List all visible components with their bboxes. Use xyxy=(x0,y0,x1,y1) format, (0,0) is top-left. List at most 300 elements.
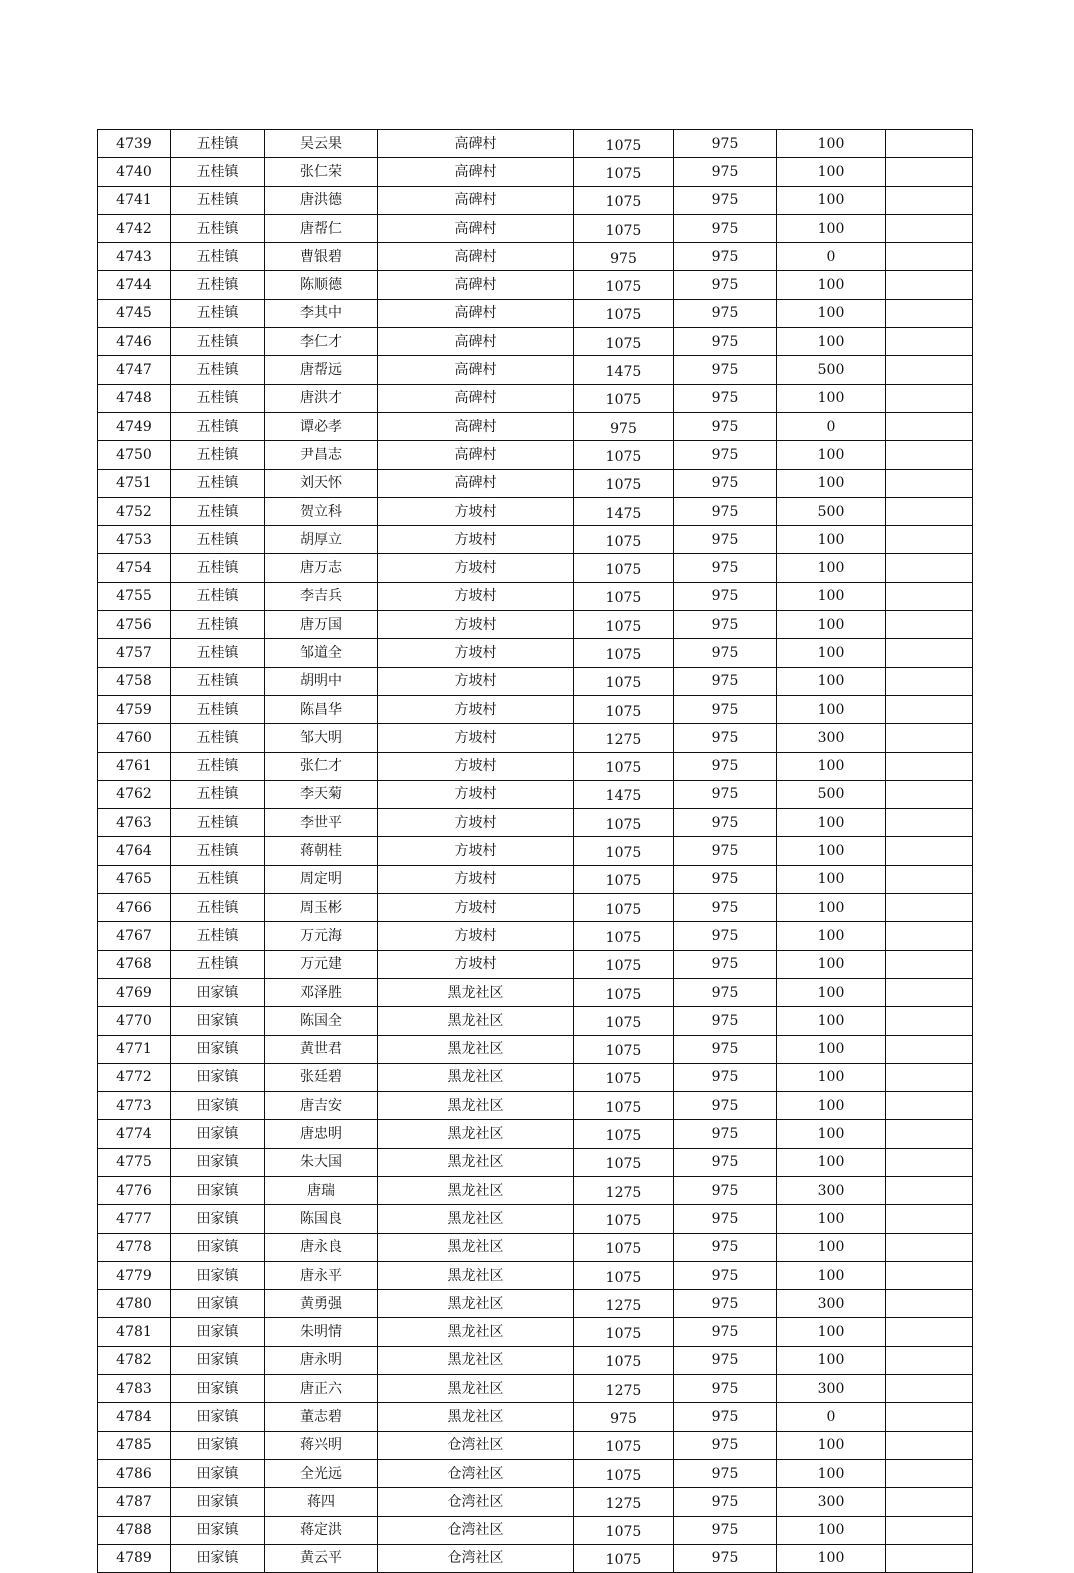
cell-town: 五桂镇 xyxy=(171,865,265,893)
cell-amount-a: 1075 xyxy=(574,158,674,186)
cell-amount-a: 1075 xyxy=(574,978,674,1006)
cell-village: 黑龙社区 xyxy=(378,978,574,1006)
cell-amount-a: 1075 xyxy=(574,1063,674,1091)
cell-town: 田家镇 xyxy=(171,1403,265,1431)
cell-amount-a: 1075 xyxy=(574,1035,674,1063)
cell-amount-a: 1075 xyxy=(574,667,674,695)
cell-town: 五桂镇 xyxy=(171,469,265,497)
cell-name: 朱大国 xyxy=(265,1148,378,1176)
cell-serial-number: 4788 xyxy=(98,1516,171,1544)
cell-remark xyxy=(886,1431,973,1459)
cell-serial-number: 4773 xyxy=(98,1092,171,1120)
cell-amount-b: 975 xyxy=(674,1205,777,1233)
cell-remark xyxy=(886,1148,973,1176)
cell-remark xyxy=(886,1092,973,1120)
cell-difference: 100 xyxy=(777,1007,886,1035)
cell-remark xyxy=(886,667,973,695)
table-row xyxy=(98,1176,973,1204)
cell-serial-number: 4755 xyxy=(98,582,171,610)
cell-difference: 100 xyxy=(777,978,886,1006)
cell-serial-number: 4750 xyxy=(98,441,171,469)
cell-town: 田家镇 xyxy=(171,1148,265,1176)
table-row xyxy=(98,752,973,780)
cell-remark xyxy=(886,384,973,412)
cell-amount-b: 975 xyxy=(674,158,777,186)
table-row xyxy=(98,837,973,865)
cell-serial-number: 4769 xyxy=(98,978,171,1006)
cell-serial-number: 4775 xyxy=(98,1148,171,1176)
table-row xyxy=(98,1205,973,1233)
cell-town: 田家镇 xyxy=(171,1035,265,1063)
cell-amount-a: 1075 xyxy=(574,1431,674,1459)
cell-town: 五桂镇 xyxy=(171,639,265,667)
cell-town: 田家镇 xyxy=(171,1318,265,1346)
cell-town: 五桂镇 xyxy=(171,695,265,723)
cell-town: 田家镇 xyxy=(171,1233,265,1261)
cell-town: 五桂镇 xyxy=(171,611,265,639)
cell-serial-number: 4772 xyxy=(98,1063,171,1091)
cell-serial-number: 4789 xyxy=(98,1544,171,1572)
cell-remark xyxy=(886,780,973,808)
cell-serial-number: 4753 xyxy=(98,526,171,554)
cell-village: 高碑村 xyxy=(378,299,574,327)
cell-remark xyxy=(886,1007,973,1035)
cell-name: 万元建 xyxy=(265,950,378,978)
cell-name: 张仁荣 xyxy=(265,158,378,186)
cell-amount-b: 975 xyxy=(674,214,777,242)
cell-name: 胡明中 xyxy=(265,667,378,695)
cell-amount-b: 975 xyxy=(674,412,777,440)
cell-serial-number: 4768 xyxy=(98,950,171,978)
cell-serial-number: 4749 xyxy=(98,412,171,440)
cell-name: 李吉兵 xyxy=(265,582,378,610)
cell-village: 黑龙社区 xyxy=(378,1403,574,1431)
cell-town: 田家镇 xyxy=(171,1007,265,1035)
cell-remark xyxy=(886,554,973,582)
cell-serial-number: 4754 xyxy=(98,554,171,582)
table-row xyxy=(98,639,973,667)
cell-serial-number: 4781 xyxy=(98,1318,171,1346)
cell-amount-b: 975 xyxy=(674,865,777,893)
cell-difference: 100 xyxy=(777,158,886,186)
cell-amount-b: 975 xyxy=(674,1403,777,1431)
cell-remark xyxy=(886,214,973,242)
cell-difference: 100 xyxy=(777,1346,886,1374)
cell-amount-a: 1075 xyxy=(574,1459,674,1487)
cell-difference: 0 xyxy=(777,1403,886,1431)
cell-name: 朱明情 xyxy=(265,1318,378,1346)
cell-amount-a: 1075 xyxy=(574,328,674,356)
cell-difference: 0 xyxy=(777,412,886,440)
cell-name: 陈顺德 xyxy=(265,271,378,299)
cell-name: 陈昌华 xyxy=(265,695,378,723)
cell-name: 唐帮仁 xyxy=(265,214,378,242)
table-row xyxy=(98,1063,973,1091)
cell-difference: 100 xyxy=(777,611,886,639)
cell-serial-number: 4743 xyxy=(98,243,171,271)
cell-amount-a: 1075 xyxy=(574,809,674,837)
cell-name: 唐万志 xyxy=(265,554,378,582)
cell-village: 方坡村 xyxy=(378,497,574,525)
cell-village: 方坡村 xyxy=(378,611,574,639)
cell-town: 五桂镇 xyxy=(171,497,265,525)
cell-name: 唐洪才 xyxy=(265,384,378,412)
table-row xyxy=(98,214,973,242)
cell-amount-a: 1275 xyxy=(574,1488,674,1516)
cell-village: 方坡村 xyxy=(378,695,574,723)
cell-amount-b: 975 xyxy=(674,554,777,582)
cell-amount-b: 975 xyxy=(674,469,777,497)
cell-remark xyxy=(886,724,973,752)
cell-remark xyxy=(886,412,973,440)
cell-village: 方坡村 xyxy=(378,837,574,865)
cell-difference: 100 xyxy=(777,1035,886,1063)
cell-amount-b: 975 xyxy=(674,356,777,384)
table-row xyxy=(98,1516,973,1544)
cell-village: 黑龙社区 xyxy=(378,1120,574,1148)
cell-village: 高碑村 xyxy=(378,130,574,158)
cell-difference: 100 xyxy=(777,639,886,667)
cell-town: 五桂镇 xyxy=(171,158,265,186)
cell-name: 谭必孝 xyxy=(265,412,378,440)
cell-difference: 500 xyxy=(777,356,886,384)
cell-name: 贺立科 xyxy=(265,497,378,525)
cell-town: 田家镇 xyxy=(171,1459,265,1487)
cell-town: 田家镇 xyxy=(171,1516,265,1544)
cell-amount-b: 975 xyxy=(674,922,777,950)
cell-difference: 0 xyxy=(777,243,886,271)
cell-amount-b: 975 xyxy=(674,611,777,639)
cell-amount-b: 975 xyxy=(674,1375,777,1403)
cell-name: 蒋朝桂 xyxy=(265,837,378,865)
cell-remark xyxy=(886,130,973,158)
cell-village: 方坡村 xyxy=(378,526,574,554)
cell-town: 五桂镇 xyxy=(171,554,265,582)
cell-name: 刘天怀 xyxy=(265,469,378,497)
cell-amount-b: 975 xyxy=(674,1233,777,1261)
cell-remark xyxy=(886,695,973,723)
cell-village: 黑龙社区 xyxy=(378,1092,574,1120)
cell-remark xyxy=(886,1035,973,1063)
cell-amount-b: 975 xyxy=(674,1346,777,1374)
cell-name: 唐永平 xyxy=(265,1261,378,1289)
cell-difference: 100 xyxy=(777,469,886,497)
cell-name: 李其中 xyxy=(265,299,378,327)
cell-village: 黑龙社区 xyxy=(378,1290,574,1318)
cell-serial-number: 4787 xyxy=(98,1488,171,1516)
cell-town: 田家镇 xyxy=(171,1346,265,1374)
cell-town: 田家镇 xyxy=(171,1375,265,1403)
table-row xyxy=(98,724,973,752)
cell-village: 方坡村 xyxy=(378,639,574,667)
cell-village: 高碑村 xyxy=(378,186,574,214)
cell-village: 仓湾社区 xyxy=(378,1459,574,1487)
cell-name: 蒋定洪 xyxy=(265,1516,378,1544)
cell-amount-b: 975 xyxy=(674,497,777,525)
cell-village: 方坡村 xyxy=(378,554,574,582)
cell-remark xyxy=(886,894,973,922)
cell-village: 方坡村 xyxy=(378,865,574,893)
cell-remark xyxy=(886,582,973,610)
cell-town: 田家镇 xyxy=(171,1205,265,1233)
table-row xyxy=(98,667,973,695)
table-row xyxy=(98,1318,973,1346)
cell-serial-number: 4752 xyxy=(98,497,171,525)
cell-amount-a: 1275 xyxy=(574,1375,674,1403)
cell-town: 五桂镇 xyxy=(171,724,265,752)
cell-amount-b: 975 xyxy=(674,328,777,356)
cell-serial-number: 4766 xyxy=(98,894,171,922)
cell-amount-b: 975 xyxy=(674,1120,777,1148)
table-row xyxy=(98,1035,973,1063)
cell-remark xyxy=(886,639,973,667)
cell-town: 五桂镇 xyxy=(171,809,265,837)
table-row xyxy=(98,1120,973,1148)
cell-serial-number: 4771 xyxy=(98,1035,171,1063)
cell-name: 邹大明 xyxy=(265,724,378,752)
cell-amount-b: 975 xyxy=(674,1148,777,1176)
cell-remark xyxy=(886,299,973,327)
cell-amount-a: 1075 xyxy=(574,950,674,978)
cell-name: 吴云果 xyxy=(265,130,378,158)
cell-difference: 100 xyxy=(777,214,886,242)
cell-serial-number: 4756 xyxy=(98,611,171,639)
cell-difference: 100 xyxy=(777,667,886,695)
cell-village: 方坡村 xyxy=(378,582,574,610)
cell-amount-b: 975 xyxy=(674,1318,777,1346)
cell-remark xyxy=(886,752,973,780)
cell-difference: 100 xyxy=(777,1205,886,1233)
cell-remark xyxy=(886,1346,973,1374)
cell-difference: 300 xyxy=(777,1176,886,1204)
cell-name: 尹昌志 xyxy=(265,441,378,469)
cell-town: 五桂镇 xyxy=(171,214,265,242)
cell-town: 五桂镇 xyxy=(171,384,265,412)
cell-amount-a: 1275 xyxy=(574,1176,674,1204)
cell-amount-b: 975 xyxy=(674,1488,777,1516)
cell-amount-b: 975 xyxy=(674,780,777,808)
cell-town: 五桂镇 xyxy=(171,837,265,865)
cell-village: 高碑村 xyxy=(378,469,574,497)
cell-village: 方坡村 xyxy=(378,950,574,978)
cell-remark xyxy=(886,271,973,299)
cell-serial-number: 4782 xyxy=(98,1346,171,1374)
cell-difference: 100 xyxy=(777,130,886,158)
cell-name: 蒋四 xyxy=(265,1488,378,1516)
cell-village: 方坡村 xyxy=(378,724,574,752)
cell-amount-a: 975 xyxy=(574,1403,674,1431)
cell-amount-b: 975 xyxy=(674,1459,777,1487)
cell-amount-a: 1275 xyxy=(574,1290,674,1318)
table-row xyxy=(98,441,973,469)
cell-amount-b: 975 xyxy=(674,752,777,780)
cell-town: 田家镇 xyxy=(171,1290,265,1318)
cell-serial-number: 4767 xyxy=(98,922,171,950)
cell-name: 邓泽胜 xyxy=(265,978,378,1006)
cell-amount-a: 1075 xyxy=(574,1318,674,1346)
cell-remark xyxy=(886,1261,973,1289)
cell-amount-b: 975 xyxy=(674,130,777,158)
data-table xyxy=(97,129,973,1573)
cell-difference: 100 xyxy=(777,837,886,865)
cell-village: 仓湾社区 xyxy=(378,1544,574,1572)
cell-name: 唐万国 xyxy=(265,611,378,639)
cell-difference: 100 xyxy=(777,950,886,978)
cell-amount-b: 975 xyxy=(674,271,777,299)
cell-name: 唐忠明 xyxy=(265,1120,378,1148)
cell-remark xyxy=(886,158,973,186)
cell-name: 黄云平 xyxy=(265,1544,378,1572)
cell-amount-a: 1075 xyxy=(574,837,674,865)
cell-difference: 100 xyxy=(777,1063,886,1091)
cell-difference: 100 xyxy=(777,809,886,837)
cell-amount-a: 1075 xyxy=(574,1516,674,1544)
table-row xyxy=(98,1290,973,1318)
cell-town: 五桂镇 xyxy=(171,667,265,695)
cell-town: 五桂镇 xyxy=(171,356,265,384)
cell-difference: 100 xyxy=(777,554,886,582)
cell-difference: 500 xyxy=(777,497,886,525)
cell-amount-b: 975 xyxy=(674,667,777,695)
cell-remark xyxy=(886,1488,973,1516)
cell-village: 仓湾社区 xyxy=(378,1516,574,1544)
table-row xyxy=(98,1148,973,1176)
cell-amount-b: 975 xyxy=(674,299,777,327)
cell-remark xyxy=(886,526,973,554)
table-row xyxy=(98,1431,973,1459)
cell-serial-number: 4745 xyxy=(98,299,171,327)
cell-remark xyxy=(886,497,973,525)
cell-amount-b: 975 xyxy=(674,1431,777,1459)
cell-difference: 100 xyxy=(777,695,886,723)
cell-difference: 500 xyxy=(777,780,886,808)
cell-name: 陈国全 xyxy=(265,1007,378,1035)
cell-amount-b: 975 xyxy=(674,837,777,865)
cell-amount-a: 1075 xyxy=(574,1007,674,1035)
cell-amount-b: 975 xyxy=(674,441,777,469)
cell-remark xyxy=(886,243,973,271)
cell-amount-a: 1075 xyxy=(574,1346,674,1374)
cell-village: 方坡村 xyxy=(378,922,574,950)
table-row xyxy=(98,695,973,723)
cell-serial-number: 4786 xyxy=(98,1459,171,1487)
cell-name: 唐洪德 xyxy=(265,186,378,214)
cell-amount-b: 975 xyxy=(674,894,777,922)
cell-amount-b: 975 xyxy=(674,384,777,412)
cell-serial-number: 4744 xyxy=(98,271,171,299)
cell-remark xyxy=(886,469,973,497)
cell-serial-number: 4776 xyxy=(98,1176,171,1204)
table-row xyxy=(98,894,973,922)
cell-town: 五桂镇 xyxy=(171,780,265,808)
cell-difference: 100 xyxy=(777,1516,886,1544)
cell-amount-a: 1475 xyxy=(574,356,674,384)
cell-amount-b: 975 xyxy=(674,1063,777,1091)
cell-serial-number: 4784 xyxy=(98,1403,171,1431)
cell-serial-number: 4742 xyxy=(98,214,171,242)
cell-name: 张廷碧 xyxy=(265,1063,378,1091)
cell-town: 五桂镇 xyxy=(171,328,265,356)
cell-village: 黑龙社区 xyxy=(378,1148,574,1176)
cell-village: 高碑村 xyxy=(378,384,574,412)
cell-village: 高碑村 xyxy=(378,214,574,242)
cell-name: 唐正六 xyxy=(265,1375,378,1403)
cell-amount-a: 1075 xyxy=(574,554,674,582)
cell-amount-b: 975 xyxy=(674,1176,777,1204)
table-row xyxy=(98,922,973,950)
cell-remark xyxy=(886,1375,973,1403)
cell-remark xyxy=(886,1120,973,1148)
cell-name: 李仁才 xyxy=(265,328,378,356)
cell-amount-a: 1075 xyxy=(574,1120,674,1148)
cell-village: 黑龙社区 xyxy=(378,1261,574,1289)
table-row xyxy=(98,1092,973,1120)
cell-name: 唐永明 xyxy=(265,1346,378,1374)
cell-village: 方坡村 xyxy=(378,780,574,808)
cell-amount-a: 1075 xyxy=(574,384,674,412)
cell-serial-number: 4760 xyxy=(98,724,171,752)
cell-difference: 100 xyxy=(777,1148,886,1176)
cell-amount-b: 975 xyxy=(674,950,777,978)
cell-town: 田家镇 xyxy=(171,1176,265,1204)
cell-amount-b: 975 xyxy=(674,978,777,1006)
cell-name: 周定明 xyxy=(265,865,378,893)
table-row xyxy=(98,809,973,837)
cell-name: 蒋兴明 xyxy=(265,1431,378,1459)
cell-amount-a: 1075 xyxy=(574,469,674,497)
cell-town: 五桂镇 xyxy=(171,186,265,214)
cell-difference: 100 xyxy=(777,582,886,610)
cell-amount-a: 1475 xyxy=(574,780,674,808)
cell-difference: 300 xyxy=(777,724,886,752)
table-row xyxy=(98,1459,973,1487)
cell-name: 万元海 xyxy=(265,922,378,950)
cell-town: 五桂镇 xyxy=(171,752,265,780)
table-row xyxy=(98,1007,973,1035)
cell-difference: 100 xyxy=(777,865,886,893)
cell-name: 邹道全 xyxy=(265,639,378,667)
cell-serial-number: 4763 xyxy=(98,809,171,837)
cell-town: 田家镇 xyxy=(171,978,265,1006)
cell-amount-a: 1075 xyxy=(574,894,674,922)
cell-amount-b: 975 xyxy=(674,1516,777,1544)
cell-name: 唐瑞 xyxy=(265,1176,378,1204)
cell-town: 田家镇 xyxy=(171,1063,265,1091)
cell-remark xyxy=(886,1063,973,1091)
cell-town: 五桂镇 xyxy=(171,922,265,950)
cell-remark xyxy=(886,1403,973,1431)
cell-village: 黑龙社区 xyxy=(378,1007,574,1035)
cell-town: 五桂镇 xyxy=(171,894,265,922)
cell-remark xyxy=(886,978,973,1006)
cell-difference: 100 xyxy=(777,441,886,469)
cell-name: 陈国良 xyxy=(265,1205,378,1233)
cell-name: 李世平 xyxy=(265,809,378,837)
cell-village: 方坡村 xyxy=(378,752,574,780)
cell-town: 五桂镇 xyxy=(171,582,265,610)
cell-difference: 100 xyxy=(777,922,886,950)
table-row xyxy=(98,582,973,610)
cell-serial-number: 4762 xyxy=(98,780,171,808)
cell-village: 黑龙社区 xyxy=(378,1205,574,1233)
cell-remark xyxy=(886,1544,973,1572)
cell-amount-a: 1075 xyxy=(574,1233,674,1261)
table-row xyxy=(98,526,973,554)
cell-name: 唐永良 xyxy=(265,1233,378,1261)
cell-amount-a: 1075 xyxy=(574,582,674,610)
table-row xyxy=(98,243,973,271)
table-row xyxy=(98,158,973,186)
